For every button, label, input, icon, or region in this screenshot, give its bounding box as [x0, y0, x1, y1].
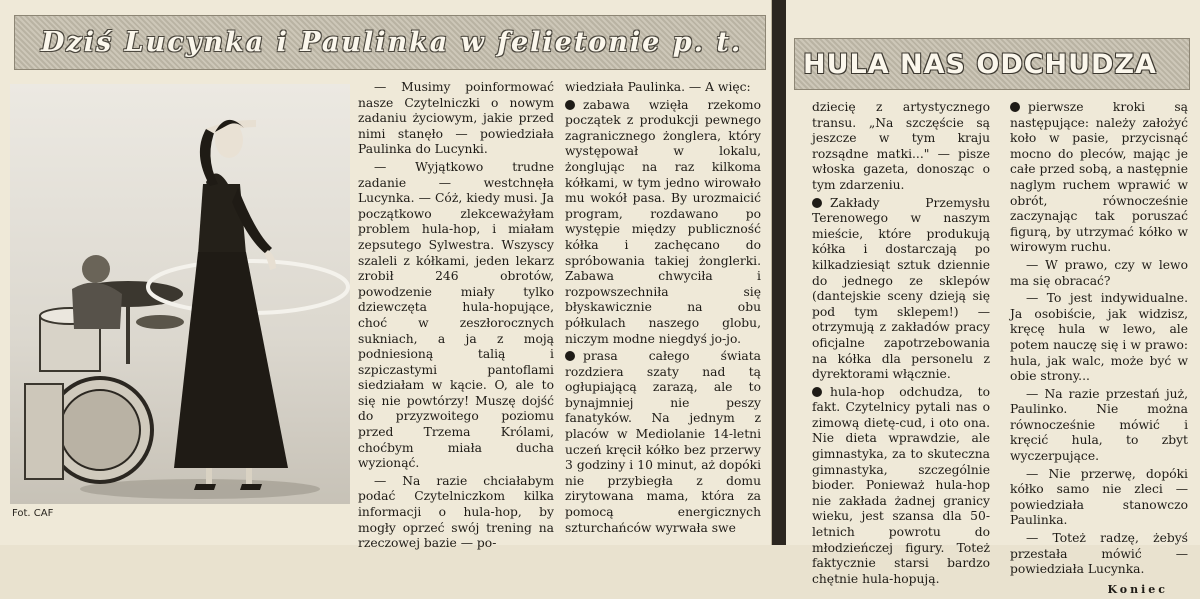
- left-banner-title: Dziś Lucynka i Paulinka w felietonie p. t.: [41, 27, 743, 58]
- col2-bullet: prasa całego świata rozdziera szaty nad tą ogłupiającą zarazą, ale to bynajmniej nie peszy fanatyków. Na jednym z placów w Mediolanie 14-letni uczeń kręcił kółko bez przerwy 3 godziny i 10 minut, aż dopóki nie przybiegła z domu zirytowana mama, która za pomocą energicznych szturchańców wyrwała swe: [565, 349, 761, 535]
- col2-intro: wiedziała Paulinka. — A więc:: [565, 80, 751, 94]
- page-gutter: [772, 0, 786, 545]
- col3-bullet: Zakłady Przemysłu Terenowego w naszym mieście, które produkują kółka i dostarczają po kilkadziesiąt sztuk dziennie do jednego ze sklepów (dantejskie sceny dzieją się pod tym sklepem!) — otrzymują z zakładów pracy oficjalne zapotrzebowania na kółka dla personelu z dyrektorami włącznie.: [812, 195, 990, 382]
- col4-dialogue: — W prawo, czy w lewo ma się obracać?: [1010, 257, 1188, 288]
- col4-dialogue: — Na razie przestań już, Paulinko. Nie można równocześnie mówić i kręcić hula, to zbyt wyczerpujące.: [1010, 386, 1188, 464]
- article-column-1: [358, 80, 554, 554]
- col4-bullet: pierwsze kroki są następujące: należy założyć koło w pasie, przycisnąć mocno do pleców, mając je całe przed sobą, a następnie naglym ruchem wprawić w obrót, równocześnie zaczynając tak poruszać figurą, by utrzymać kółko w wirowym ruchu.: [1010, 100, 1188, 255]
- col1-paragraph: — Wyjątkowo trudne zadanie — westchnęła Lucynka. — Cóż, kiedy musi. Ja początkowo zlekceważyłam problem hula-hop, i miałam zepsutego Sylwestra. Wszyscy szaleli z kółkami, jeden lekarz zrobił 246 obrotów, powodzenie miały tylko dziewczęta hula-hopujące, choć w zeszłorocznych sukniach, a ja z moją podniesioną talią i szpiczastymi pantoflami siedziałam w kącie. O, ale to się nie powtórzy! Muszę dojść do przyzwoitego poziomu przed Trzema Królami, choćbym miała ducha wyzionąć.: [358, 159, 554, 471]
- article-column-3: [812, 100, 990, 589]
- col4-dialogue: — Toteż radzę, żebyś przestała mówić — powiedziała Lucynka.: [1010, 531, 1188, 577]
- col1-paragraph: — Na razie chciałabym podać Czytelniczkom kilka informacji o hula-hop, by mogły oprzeć swój trening na rzeczowej bazie — po-: [358, 473, 554, 551]
- col3-paragraph: dziecię z artystycznego transu. „Na szczęście są jeszcze w tym kraju rozsądne matki..." — pisze włoska gazeta, donosząc o tym zdarzeniu.: [812, 100, 990, 192]
- right-banner-title: HULA NAS ODCHUDZA: [803, 48, 1157, 80]
- photo-credit: Fot. CAF: [12, 508, 54, 519]
- col4-dialogue: — Nie przerwę, dopóki kółko samo nie zleci — powiedziała stanowczo Paulinka.: [1010, 466, 1188, 528]
- right-banner: [794, 38, 1190, 90]
- article-column-2: [565, 80, 761, 538]
- right-page: [786, 0, 1200, 596]
- col1-paragraph: — Musimy poinformować nasze Czytelniczki o nowym zadaniu życiowym, jakie przed nimi stanęło — powiedziała Paulinka do Lucynki.: [358, 80, 554, 157]
- article-ending: Koniec: [1107, 582, 1168, 596]
- dancer-photo-illustration: [10, 84, 350, 504]
- article-column-4: [1010, 100, 1188, 599]
- col4-dialogue: — To jest indywidualne. Ja osobiście, jak widzisz, kręcę hula w lewo, ale potem nauczę się i w prawo: hula, jak walc, może być w obie strony...: [1010, 291, 1188, 384]
- col2-bullet: zabawa wzięła rzekomo początek z produkcji pewnego zagranicznego żonglera, który występował w lokalu, żonglując na raz kilkoma kółkami, w tym jedno wirowało mu wokół pasa. By urozmaicić program, rozdawano po występie między publiczność kółka i zachęcano do spróbowania takiej żonglerki. Zabawa chwyciła i rozpowszechniła się błyskawicznie na obu półkulach naszego globu, niczym modne niegdyś jo-jo.: [565, 97, 761, 346]
- left-banner: [14, 15, 766, 70]
- dancer-photo: [10, 84, 350, 504]
- col3-bullet: hula-hop odchudza, to fakt. Czytelnicy pytali nas o zimową dietę-cud, i oto ona. Nie dieta wprawdzie, ale gimnastyka, za to skuteczna gimnastyka, szczególnie bioder. Ponieważ hula-hop nie zakłada żadnej granicy wieku, jest szansa dla 50-letnich powrotu do młodzieńczej figury. Toteż faktycznie starsi bardzo chętnie hula-hopują.: [812, 384, 990, 586]
